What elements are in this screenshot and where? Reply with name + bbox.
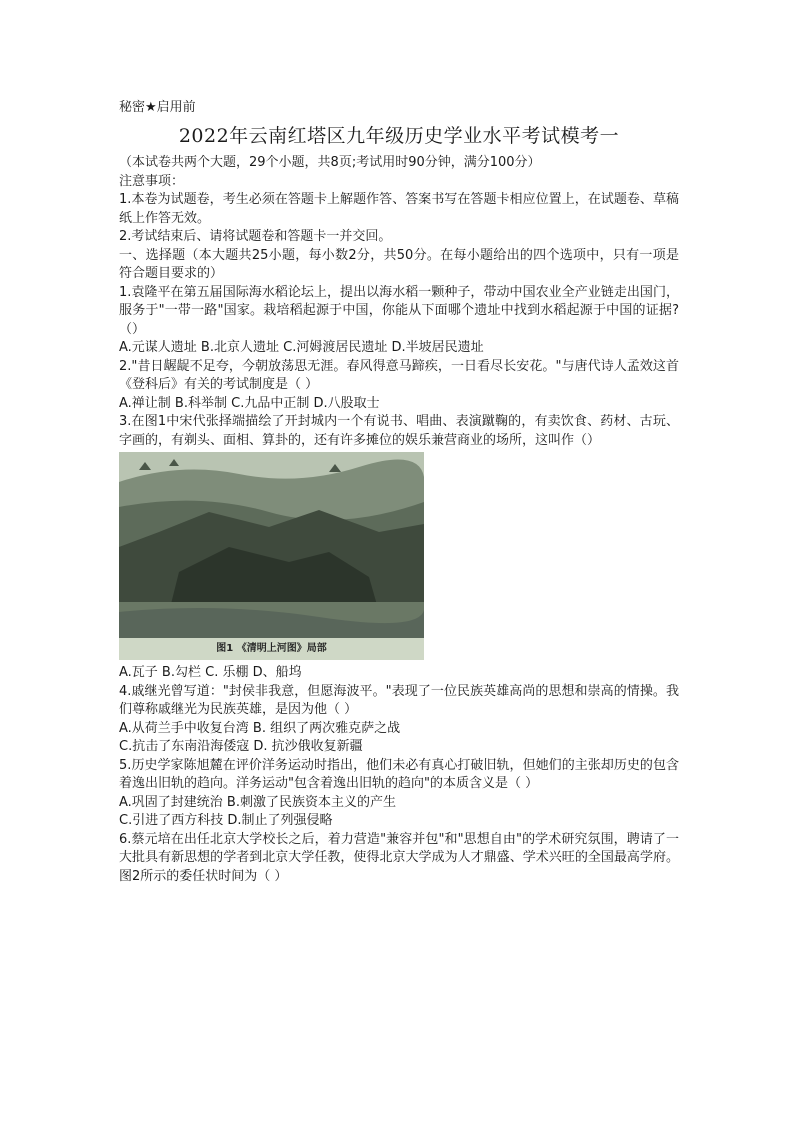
- qingming-painting-figure: [119, 452, 424, 660]
- question-5-options-cd: C.引进了西方科技 D.制止了列强侵略: [119, 813, 333, 828]
- question-1-options: A.元谋人遗址 B.北京人遗址 C.河姆渡居民遗址 D.半坡居民遗址: [119, 340, 484, 355]
- exam-title: 2022年云南红塔区九年级历史学业水平考试模考一: [178, 125, 620, 147]
- question-5-stem: 5.历史学家陈旭麓在评价洋务运动时指出，他们未必有真心打破旧轨，但她们的主张却历史的包含着逸出旧轨的趋向。洋务运动"包含着逸出旧轨的趋向"的本质含义是（ ）: [119, 757, 679, 791]
- exam-subtitle: （本试卷共两个大题，29个小题，共8页;考试用时90分钟，满分100分）: [119, 155, 541, 170]
- section-1-heading: 一、选择题（本大题共25小题，每小数2分，共50分。在每小题给出的四个选项中，只有一项是符合题目要求的）: [119, 247, 679, 281]
- exam-page: [119, 96, 679, 886]
- notes-item-2: 2.考试结束后、请将试题卷和答题卡一并交回。: [119, 229, 392, 244]
- question-3-options: A.瓦子 B.勾栏 C. 乐棚 D、船坞: [119, 665, 302, 680]
- question-5-options-ab: A.巩固了封建统治 B.刺激了民族资本主义的产生: [119, 794, 396, 810]
- notes-heading: 注意事项：: [119, 173, 185, 189]
- painting-image: [119, 452, 424, 638]
- question-3-stem: 3.在图1中宋代张择端描绘了开封城内一个有说书、唱曲、表演蹴鞠的，有卖饮食、药材、古玩、字画的，有剃头、面相、算卦的，还有许多摊位的娱乐兼营商业的场所，这叫作（）: [119, 414, 679, 448]
- notes-item-1: 1.本卷为试题卷，考生必须在答题卡上解题作答、答案书写在答题卡相应位置上，在试题卷、草稿纸上作答无效。: [119, 192, 679, 226]
- question-4-stem: 4.戚继光曾写道："封侯非我意，但愿海波平。"表现了一位民族英雄高尚的思想和崇高的情操。我们尊称戚继光为民族英雄，是因为他（ ）: [119, 683, 679, 717]
- question-2-stem: 2."昔日龌龊不足夸，今朝放荡思无涯。春风得意马蹄疾，一日看尽长安花。"与唐代诗人孟效这首《登科后》有关的考试制度是（ ）: [119, 358, 679, 392]
- question-4-options-ab: A.从荷兰手中收复台湾 B. 组织了两次雅克萨之战: [119, 720, 401, 736]
- question-1-stem: 1.袁隆平在第五届国际海水稻论坛上，提出以海水稻一颗种子，带动中国农业全产业链走出国门，服务于"一带一路"国家。栽培稻起源于中国，你能从下面哪个遗址中找到水稻起源于中国的证据?（）: [119, 284, 679, 337]
- question-6-stem: 6.蔡元培在出任北京大学校长之后，着力营造"兼容并包"和"思想自由"的学术研究氛围，聘请了一大批具有新思想的学者到北京大学任教，使得北京大学成为人才鼎盛、学术兴旺的全国最高学府。图2所示的委任状时间为（ ）: [119, 831, 679, 884]
- secret-label: 秘密★启用前: [119, 100, 196, 115]
- question-4-options-cd: C.抗击了东南沿海倭寇 D. 抗沙俄收复新疆: [119, 739, 363, 754]
- figure-caption: 图1 《清明上河图》局部: [119, 638, 424, 660]
- question-2-options: A.禅让制 B.科举制 C.九品中正制 D.八股取士: [119, 395, 380, 411]
